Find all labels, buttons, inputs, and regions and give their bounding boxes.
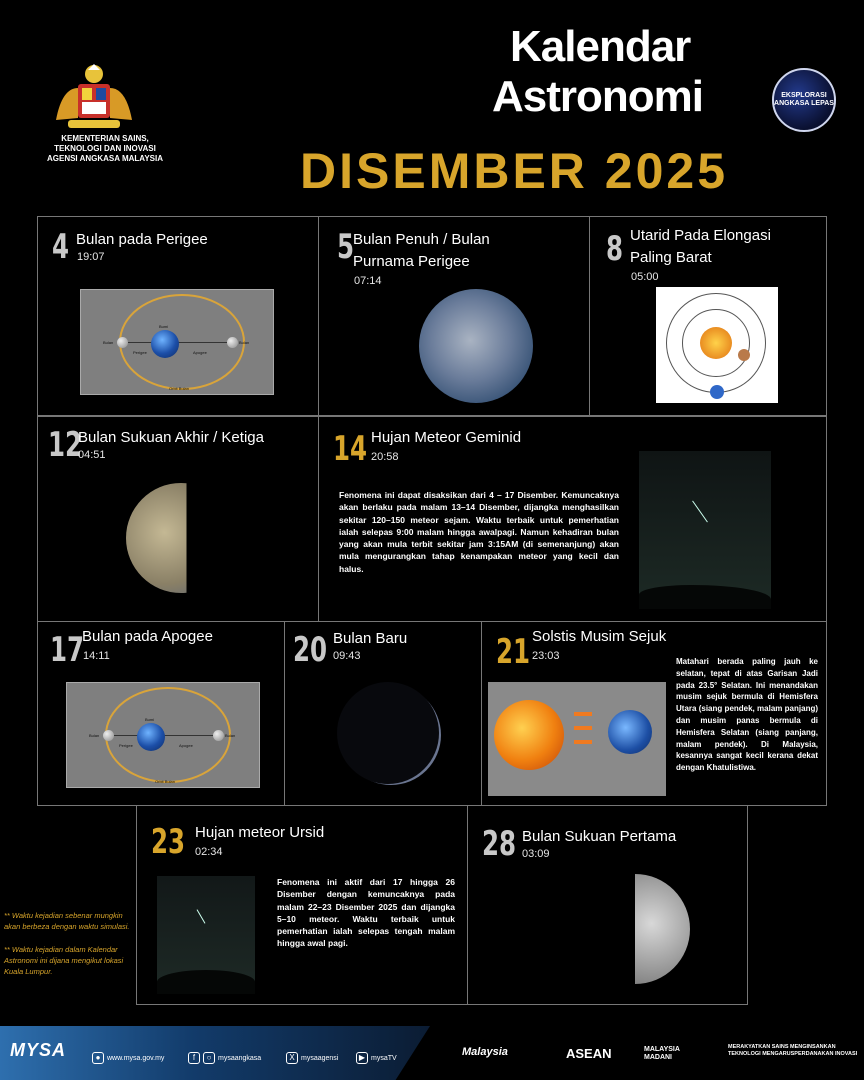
first-quarter-moon-image xyxy=(574,866,700,992)
event-title: Hujan Meteor Geminid xyxy=(371,429,522,446)
event-day: 20 xyxy=(293,630,328,670)
youtube-link[interactable] xyxy=(356,1052,397,1064)
meteor-streak xyxy=(197,909,206,923)
event-day: 28 xyxy=(482,824,517,864)
event-cell xyxy=(481,621,827,806)
earth-icon xyxy=(137,723,165,751)
footnotes xyxy=(4,910,130,977)
asean-logo: ASEAN xyxy=(566,1046,612,1061)
event-cell xyxy=(589,216,827,416)
malaysia-madani-logo: MALAYSIA MADANI xyxy=(644,1046,680,1061)
footnote: ** Waktu kejadian sebenar mungkin akan berbeza dengan waktu simulasi. xyxy=(4,911,130,931)
moon-icon xyxy=(103,730,114,741)
perigee-diagram xyxy=(80,289,274,395)
event-time: 05:00 xyxy=(631,271,659,283)
full-moon-image xyxy=(419,289,533,403)
diagram-label: Apogee xyxy=(193,350,207,355)
moon-icon xyxy=(213,730,224,741)
last-quarter-moon-image xyxy=(118,473,244,603)
mysa-logo: MYSA xyxy=(10,1040,67,1060)
facebook-link[interactable] xyxy=(188,1052,261,1064)
earth-icon xyxy=(151,330,179,358)
globe-icon: ● xyxy=(92,1052,104,1064)
footer xyxy=(0,1026,864,1080)
event-time: 09:43 xyxy=(333,650,361,662)
moon-icon xyxy=(117,337,128,348)
website-link[interactable] xyxy=(92,1052,164,1064)
event-cell xyxy=(37,216,319,416)
facebook-text: mysaangkasa xyxy=(218,1054,262,1062)
sunray-arrow xyxy=(574,726,592,730)
event-cell xyxy=(318,416,827,622)
earth-icon xyxy=(608,710,652,754)
agency-line: TEKNOLOGI DAN INOVASI xyxy=(54,144,156,153)
event-title: Bulan Sukuan Akhir / Ketiga xyxy=(78,429,264,446)
geminid-meteor-image xyxy=(639,451,771,609)
eksplorasi-badge-logo xyxy=(772,68,836,132)
diagram-label: Bumi xyxy=(145,717,155,722)
event-description: Fenomena ini aktif dari 17 hingga 26 Disember dengan kemuncaknya pada malam 22–23 Disember 2025 dan dijangka 5–10 meteor. Waktu terbaik untuk pemerhatian ialah selepas tengah malam hingga awal pagi. xyxy=(277,877,455,949)
diagram-label: Apogee xyxy=(179,743,193,748)
month-title: DISEMBER 2025 xyxy=(300,143,729,199)
diagram-label: Orbit Bulan xyxy=(169,386,190,391)
event-cell xyxy=(37,621,285,806)
page-title: Astronomi xyxy=(492,72,703,121)
footnote: ** Waktu kejadian dalam Kalendar Astronomi ini dijana mengikut lokasi Kuala Lumpur. xyxy=(4,945,124,976)
diagram-label: Bulan xyxy=(89,733,100,738)
event-time: 19:07 xyxy=(77,251,105,263)
youtube-icon: ▶ xyxy=(356,1052,368,1064)
badge-text: EKSPLORASI ANGKASA LEPAS xyxy=(774,92,834,107)
page-title: Kalendar xyxy=(510,22,691,71)
sunray-arrow xyxy=(574,712,592,716)
event-title: Bulan pada Perigee xyxy=(76,231,208,248)
diagram-label: Perigee xyxy=(133,350,147,355)
diagram-label: Bumi xyxy=(159,324,169,329)
diagram-label: Bulan xyxy=(225,733,236,738)
earth-icon xyxy=(710,385,724,399)
moon-icon xyxy=(227,337,238,348)
moon-icon xyxy=(126,483,236,593)
event-day: 17 xyxy=(50,630,85,670)
mercury-icon xyxy=(738,349,750,361)
ursid-meteor-image xyxy=(157,876,255,994)
event-day: 23 xyxy=(151,822,186,862)
event-day: 5 xyxy=(337,227,355,267)
event-time: 04:51 xyxy=(78,449,106,461)
event-time: 14:11 xyxy=(83,650,110,662)
event-cell xyxy=(467,805,748,1005)
event-description: Fenomena ini dapat disaksikan dari 4 – 17 Disember. Kemuncaknya akan berlaku pada malam 13–14 Disember, dijangka menghasilkan sekitar 120–150 meteor sejam. Waktu terbaik untuk pemerhatian ialah selepas 9:00 malam hingga awalpagi. Namun kehadiran bulan yang akan mula terbit sekitar jam 3:15AM (di semenanjung) akan mula mengurangkan tahap kenampakan meteor yang kecil dan halus. xyxy=(339,490,619,574)
event-time: 03:09 xyxy=(522,848,550,860)
event-time: 23:03 xyxy=(532,650,560,662)
event-cell xyxy=(284,621,482,806)
diagram-label: Bulan xyxy=(239,340,250,345)
solstice-diagram xyxy=(488,682,666,796)
event-cell xyxy=(318,216,590,416)
mercury-elongation-diagram xyxy=(656,287,778,403)
event-day: 14 xyxy=(333,429,368,469)
instagram-icon: ○ xyxy=(203,1052,215,1064)
apogee-diagram xyxy=(66,682,260,788)
visit-malaysia-logo: Malaysia xyxy=(462,1046,508,1058)
event-description: Matahari berada paling jauh ke selatan, tepat di atas Garisan Jadi pada 23.5° Selatan. Ini menandakan musim sejuk bermula di Hemisfera Utara (siang pendek, malam panjang) dan musim panas bermula di Hemisfera Selatan (siang panjang, malam pendek). Di Malaysia, kesannya sangat kecil kerana dekat dengan Khatulistiwa. xyxy=(676,657,818,773)
x-text: mysaagensi xyxy=(301,1054,339,1062)
x-link[interactable] xyxy=(286,1052,338,1064)
sun-icon xyxy=(494,700,564,770)
event-title: Bulan Baru xyxy=(333,630,408,647)
new-moon-image xyxy=(331,676,443,796)
government-crest xyxy=(48,62,140,132)
sun-icon xyxy=(700,327,732,359)
diagram-label: Orbit Bulan xyxy=(155,779,176,784)
youtube-text: mysaTV xyxy=(371,1054,397,1062)
event-title: Bulan Penuh / Bulan Purnama Perigee xyxy=(353,231,490,270)
event-day: 4 xyxy=(52,227,70,267)
event-time: 20:58 xyxy=(371,451,399,463)
diagram-label: Perigee xyxy=(119,743,133,748)
event-time: 07:14 xyxy=(354,275,382,287)
meteor-streak xyxy=(692,501,708,523)
event-day: 12 xyxy=(48,425,83,465)
moon-icon xyxy=(580,874,690,984)
event-time: 02:34 xyxy=(195,846,223,858)
event-title: Bulan pada Apogee xyxy=(82,628,213,645)
event-title: Bulan Sukuan Pertama xyxy=(522,828,677,845)
agency-line: KEMENTERIAN SAINS, xyxy=(61,134,149,143)
moon-icon xyxy=(337,682,439,784)
event-title: Utarid Pada Elongasi Paling Barat xyxy=(630,227,771,266)
event-title: Hujan meteor Ursid xyxy=(195,824,325,841)
event-title: Solstis Musim Sejuk xyxy=(532,628,667,645)
x-icon: X xyxy=(286,1052,298,1064)
event-day: 8 xyxy=(606,229,624,269)
slogan-logo: MERAKYATKAN SAINS MENGINSANKAN TEKNOLOGI MENGARUSPERDANAKAN INOVASI xyxy=(728,1044,858,1057)
event-day: 21 xyxy=(496,632,531,672)
website-text: www.mysa.gov.my xyxy=(107,1054,165,1062)
diagram-label: Bulan xyxy=(103,340,114,345)
event-cell xyxy=(136,805,468,1005)
horizon-trees xyxy=(157,970,255,994)
agency-line: AGENSI ANGKASA MALAYSIA xyxy=(46,154,163,163)
sunray-arrow xyxy=(574,740,592,744)
event-cell xyxy=(37,416,319,622)
agency-name xyxy=(30,134,180,164)
facebook-icon: f xyxy=(188,1052,200,1064)
horizon-trees xyxy=(639,585,771,609)
